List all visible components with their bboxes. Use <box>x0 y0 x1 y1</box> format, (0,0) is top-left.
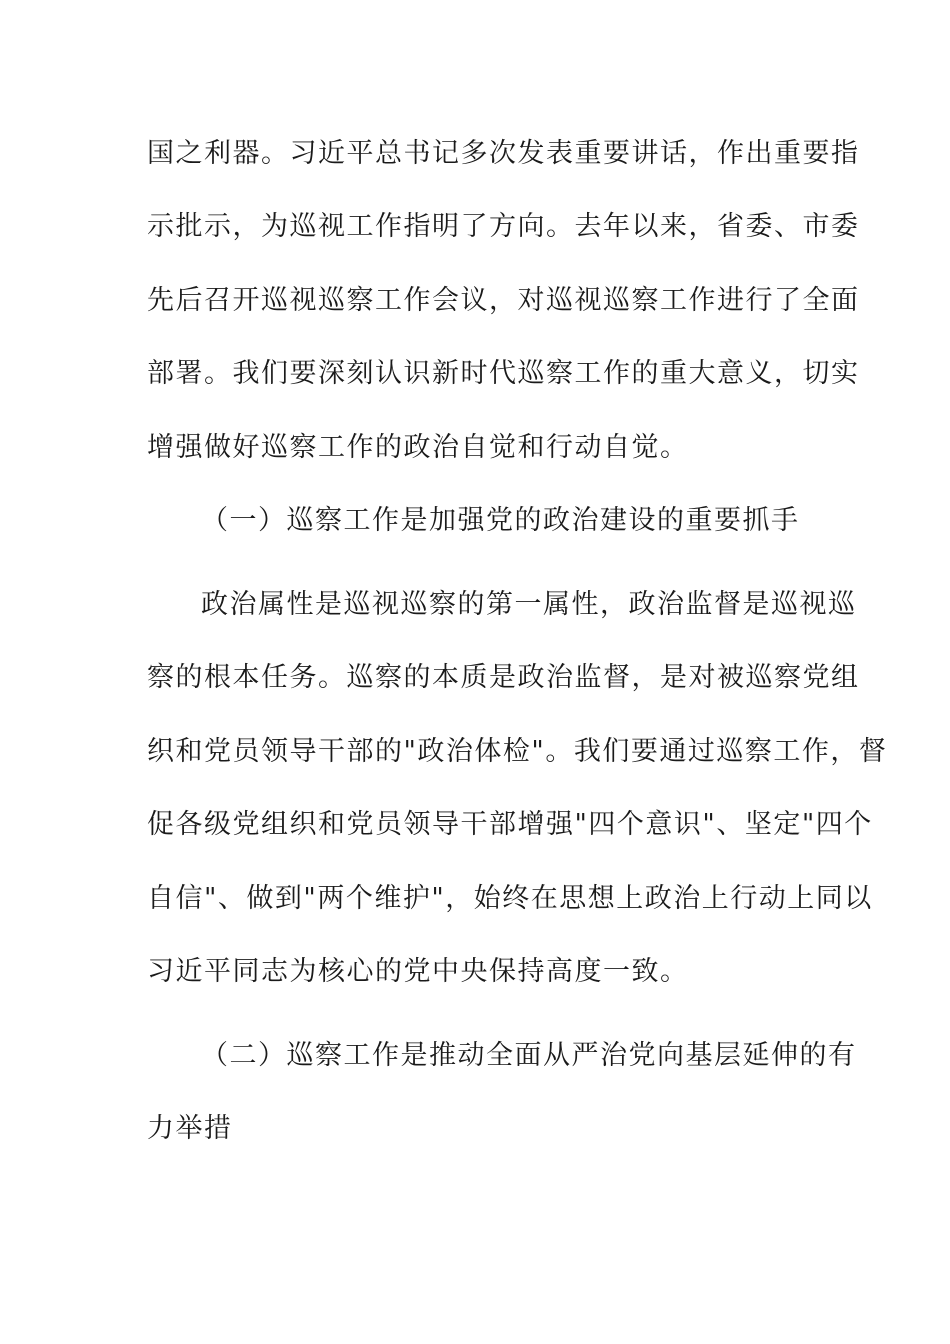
text-line: 国之利器。习近平总书记多次发表重要讲话，作出重要指 <box>147 138 860 169</box>
text-line: 先后召开巡视巡察工作会议，对巡视巡察工作进行了全面 <box>147 285 860 316</box>
text-line: 促各级党组织和党员领导干部增强"四个意识"、坚定"四个 <box>147 809 873 840</box>
heading-line: （一）巡察工作是加强党的政治建设的重要抓手 <box>201 505 800 536</box>
heading-line: 力举措 <box>147 1113 233 1144</box>
text-line: 增强做好巡察工作的政治自觉和行动自觉。 <box>147 432 689 463</box>
text-line: 示批示，为巡视工作指明了方向。去年以来，省委、市委 <box>147 211 860 242</box>
text-line: 部署。我们要深刻认识新时代巡察工作的重大意义，切实 <box>147 358 860 389</box>
text-line: 察的根本任务。巡察的本质是政治监督，是对被巡察党组 <box>147 662 860 693</box>
text-line: 织和党员领导干部的"政治体检"。我们要通过巡察工作，督 <box>147 736 888 767</box>
text-line: 自信"、做到"两个维护"，始终在思想上政治上行动上同以 <box>147 883 873 914</box>
text-line: 习近平同志为核心的党中央保持高度一致。 <box>147 956 689 987</box>
text-line: 政治属性是巡视巡察的第一属性，政治监督是巡视巡 <box>201 589 857 620</box>
heading-line: （二）巡察工作是推动全面从严治党向基层延伸的有 <box>201 1040 857 1071</box>
